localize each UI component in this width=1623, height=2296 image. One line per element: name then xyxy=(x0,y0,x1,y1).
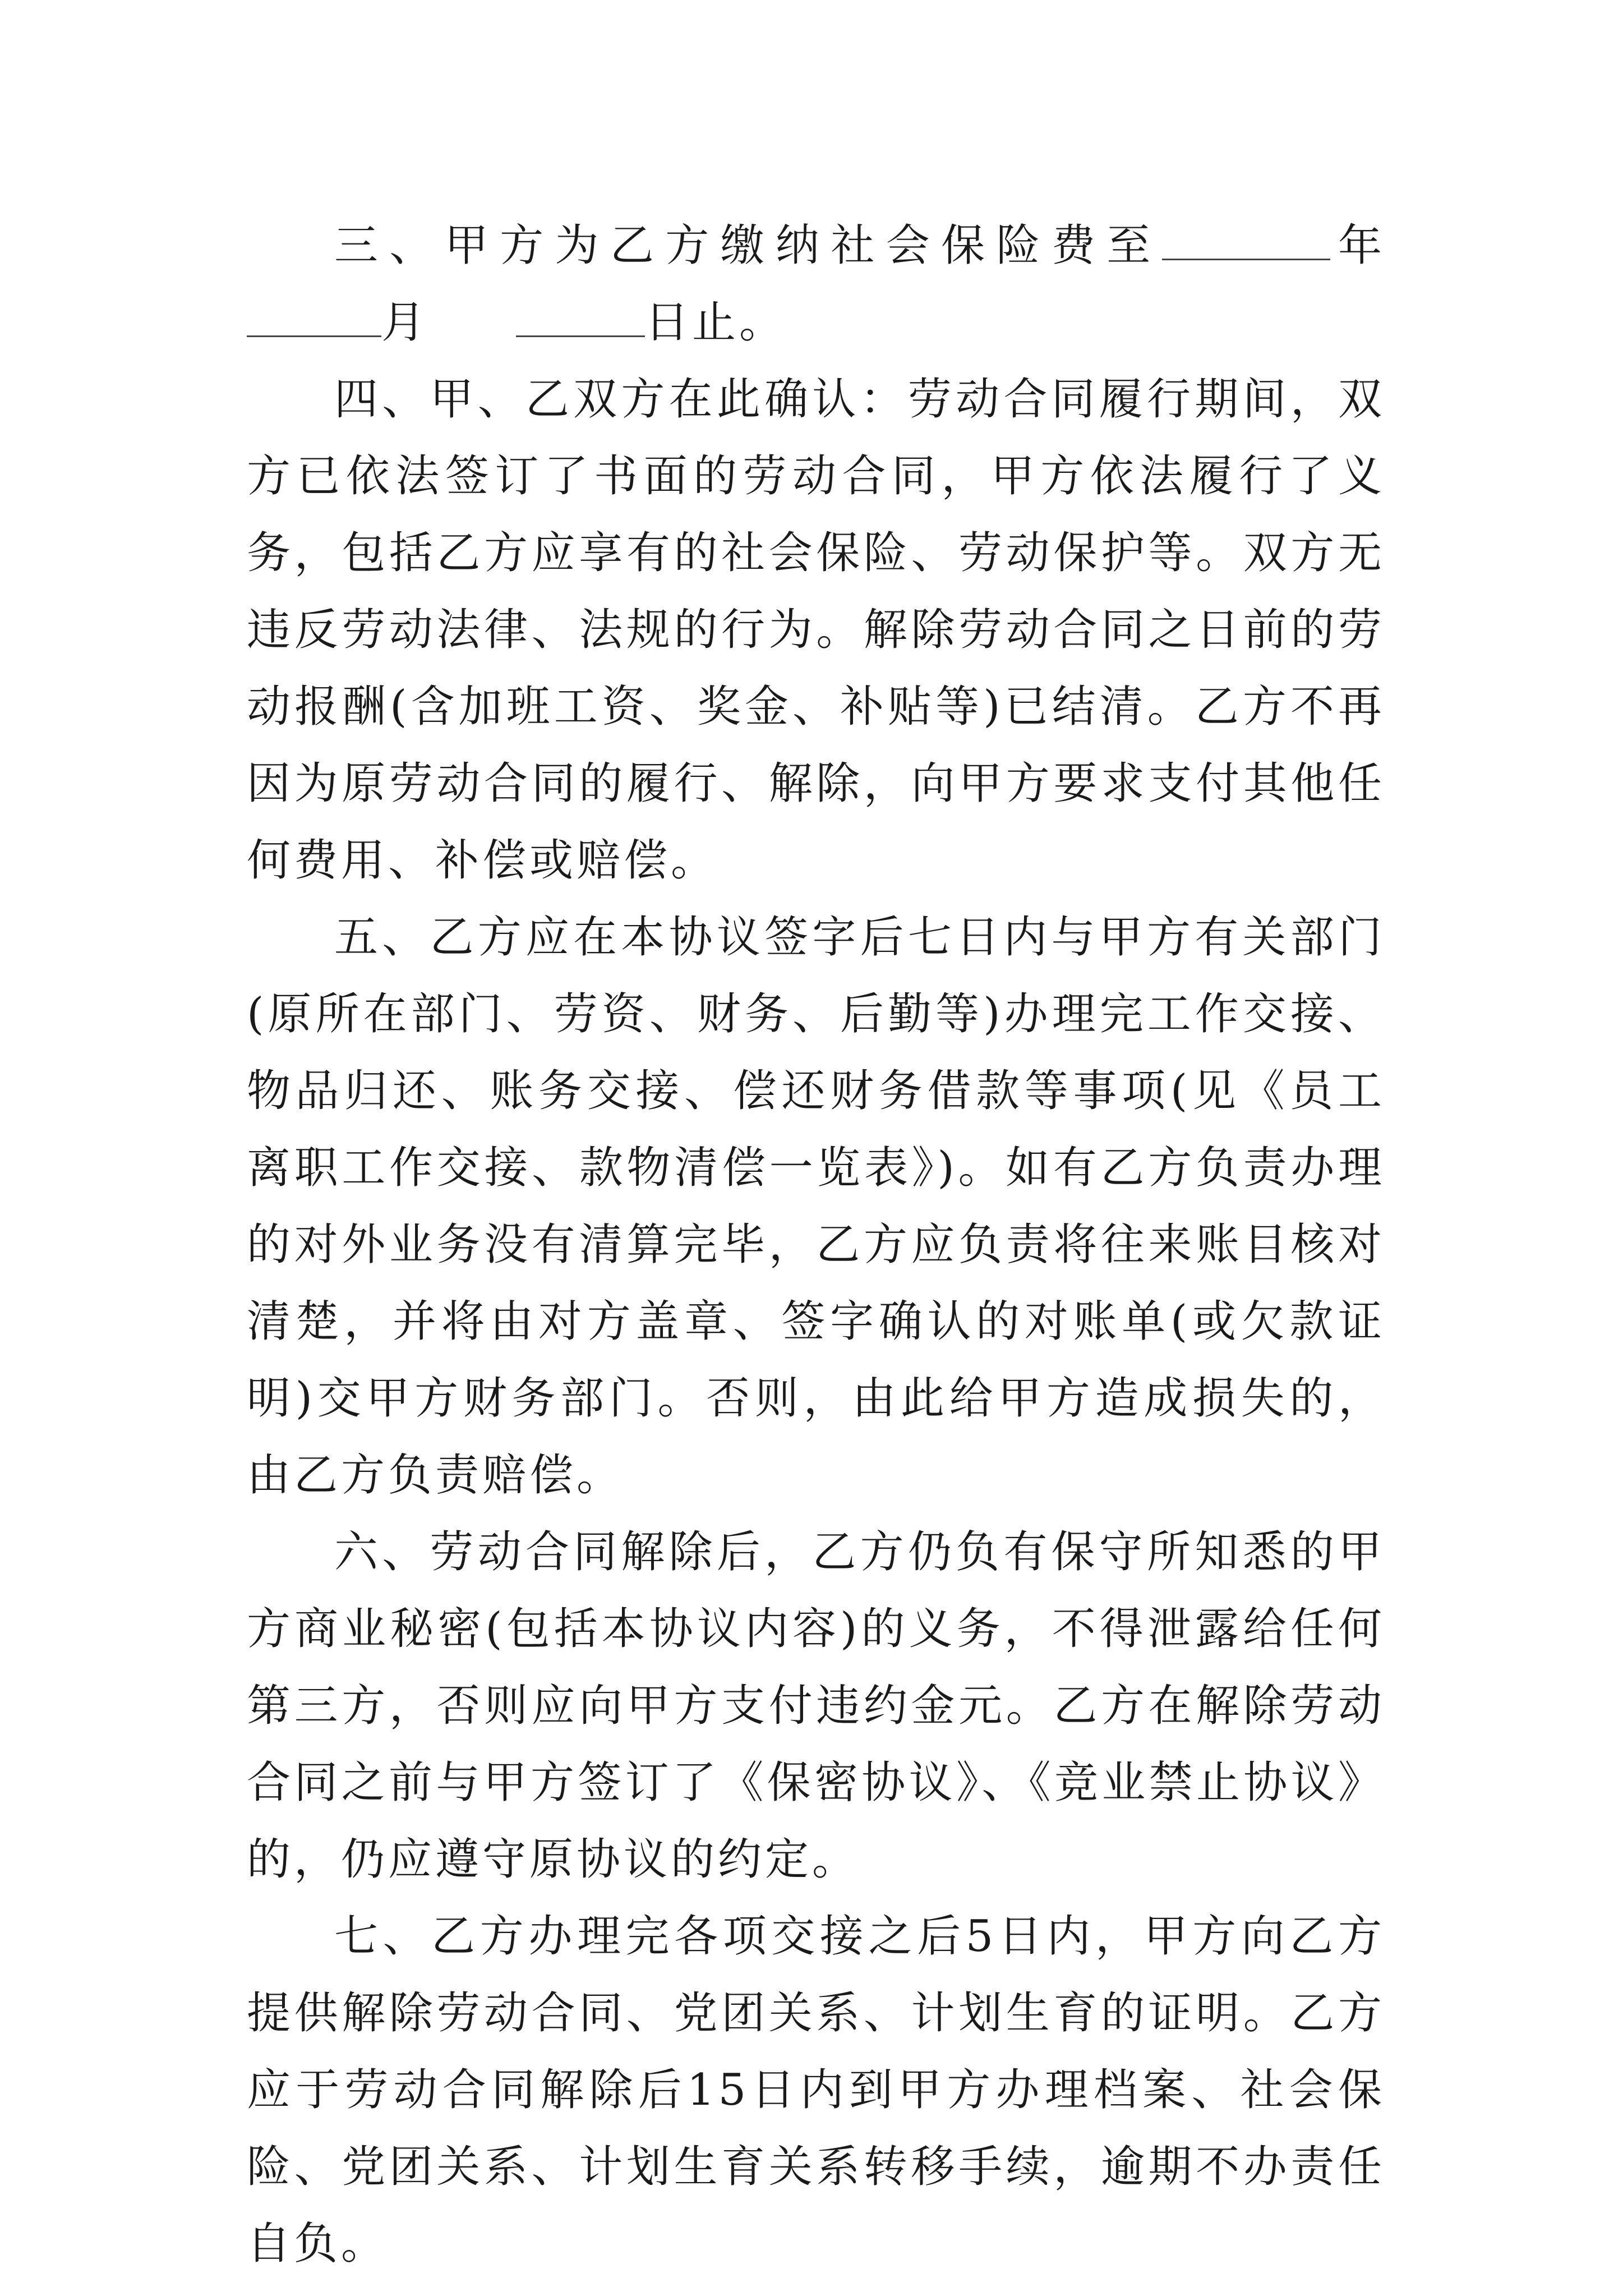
p3-day-label: 日止。 xyxy=(645,297,787,348)
paragraph-6-confidentiality: 六、劳动合同解除后，乙方仍负有保守所知悉的甲方商业秘密(包括本协议内容)的义务，不得泄露给任何第三方，否则应向甲方支付违约金元。乙方在解除劳动合同之前与甲方签订了《保密协议》、《竞业禁止协议》的，仍应遵守原协议的约定。 xyxy=(247,1527,1385,1885)
blank-month xyxy=(247,296,381,337)
paragraph-5-handover: 五、乙方应在本协议签字后七日内与甲方有关部门(原所在部门、劳资、财务、后勤等)办理完工作交接、物品归还、账务交接、偿还财务借款等事项(见《员工离职工作交接、款物清偿一览表》)。如有乙方负责办理的对外业务没有清算完毕，乙方应负责将往来账目核对清楚，并将由对方盖章、签字确认的对账单(或欠款证明)交甲方财务部门。否则，由此给甲方造成损失的，由乙方负责赔偿。 xyxy=(247,912,1385,1501)
document-body xyxy=(247,208,1385,2283)
p3-year-label: 年 xyxy=(1330,220,1385,271)
p3-month-label: 月 xyxy=(381,297,429,348)
blank-year xyxy=(1162,219,1330,260)
paragraph-3-social-insurance xyxy=(247,208,1385,361)
p3-text: 三、甲方为乙方缴纳社会保险费至 xyxy=(334,220,1162,271)
paragraph-4-confirmation: 四、甲、乙双方在此确认：劳动合同履行期间，双方已依法签订了书面的劳动合同，甲方依法履行了义务，包括乙方应享有的社会保险、劳动保护等。双方无违反劳动法律、法规的行为。解除劳动合同之日前的劳动报酬(含加班工资、奖金、补贴等)已结清。乙方不再因为原劳动合同的履行、解除，向甲方要求支付其他任何费用、补偿或赔偿。 xyxy=(247,374,1385,886)
paragraph-7-certificates: 七、乙方办理完各项交接之后5日内，甲方向乙方提供解除劳动合同、党团关系、计划生育的证明。乙方应于劳动合同解除后15日内到甲方办理档案、社会保险、党团关系、计划生育关系转移手续，逾期不办责任自负。 xyxy=(247,1911,1385,2269)
blank-day xyxy=(516,296,645,337)
